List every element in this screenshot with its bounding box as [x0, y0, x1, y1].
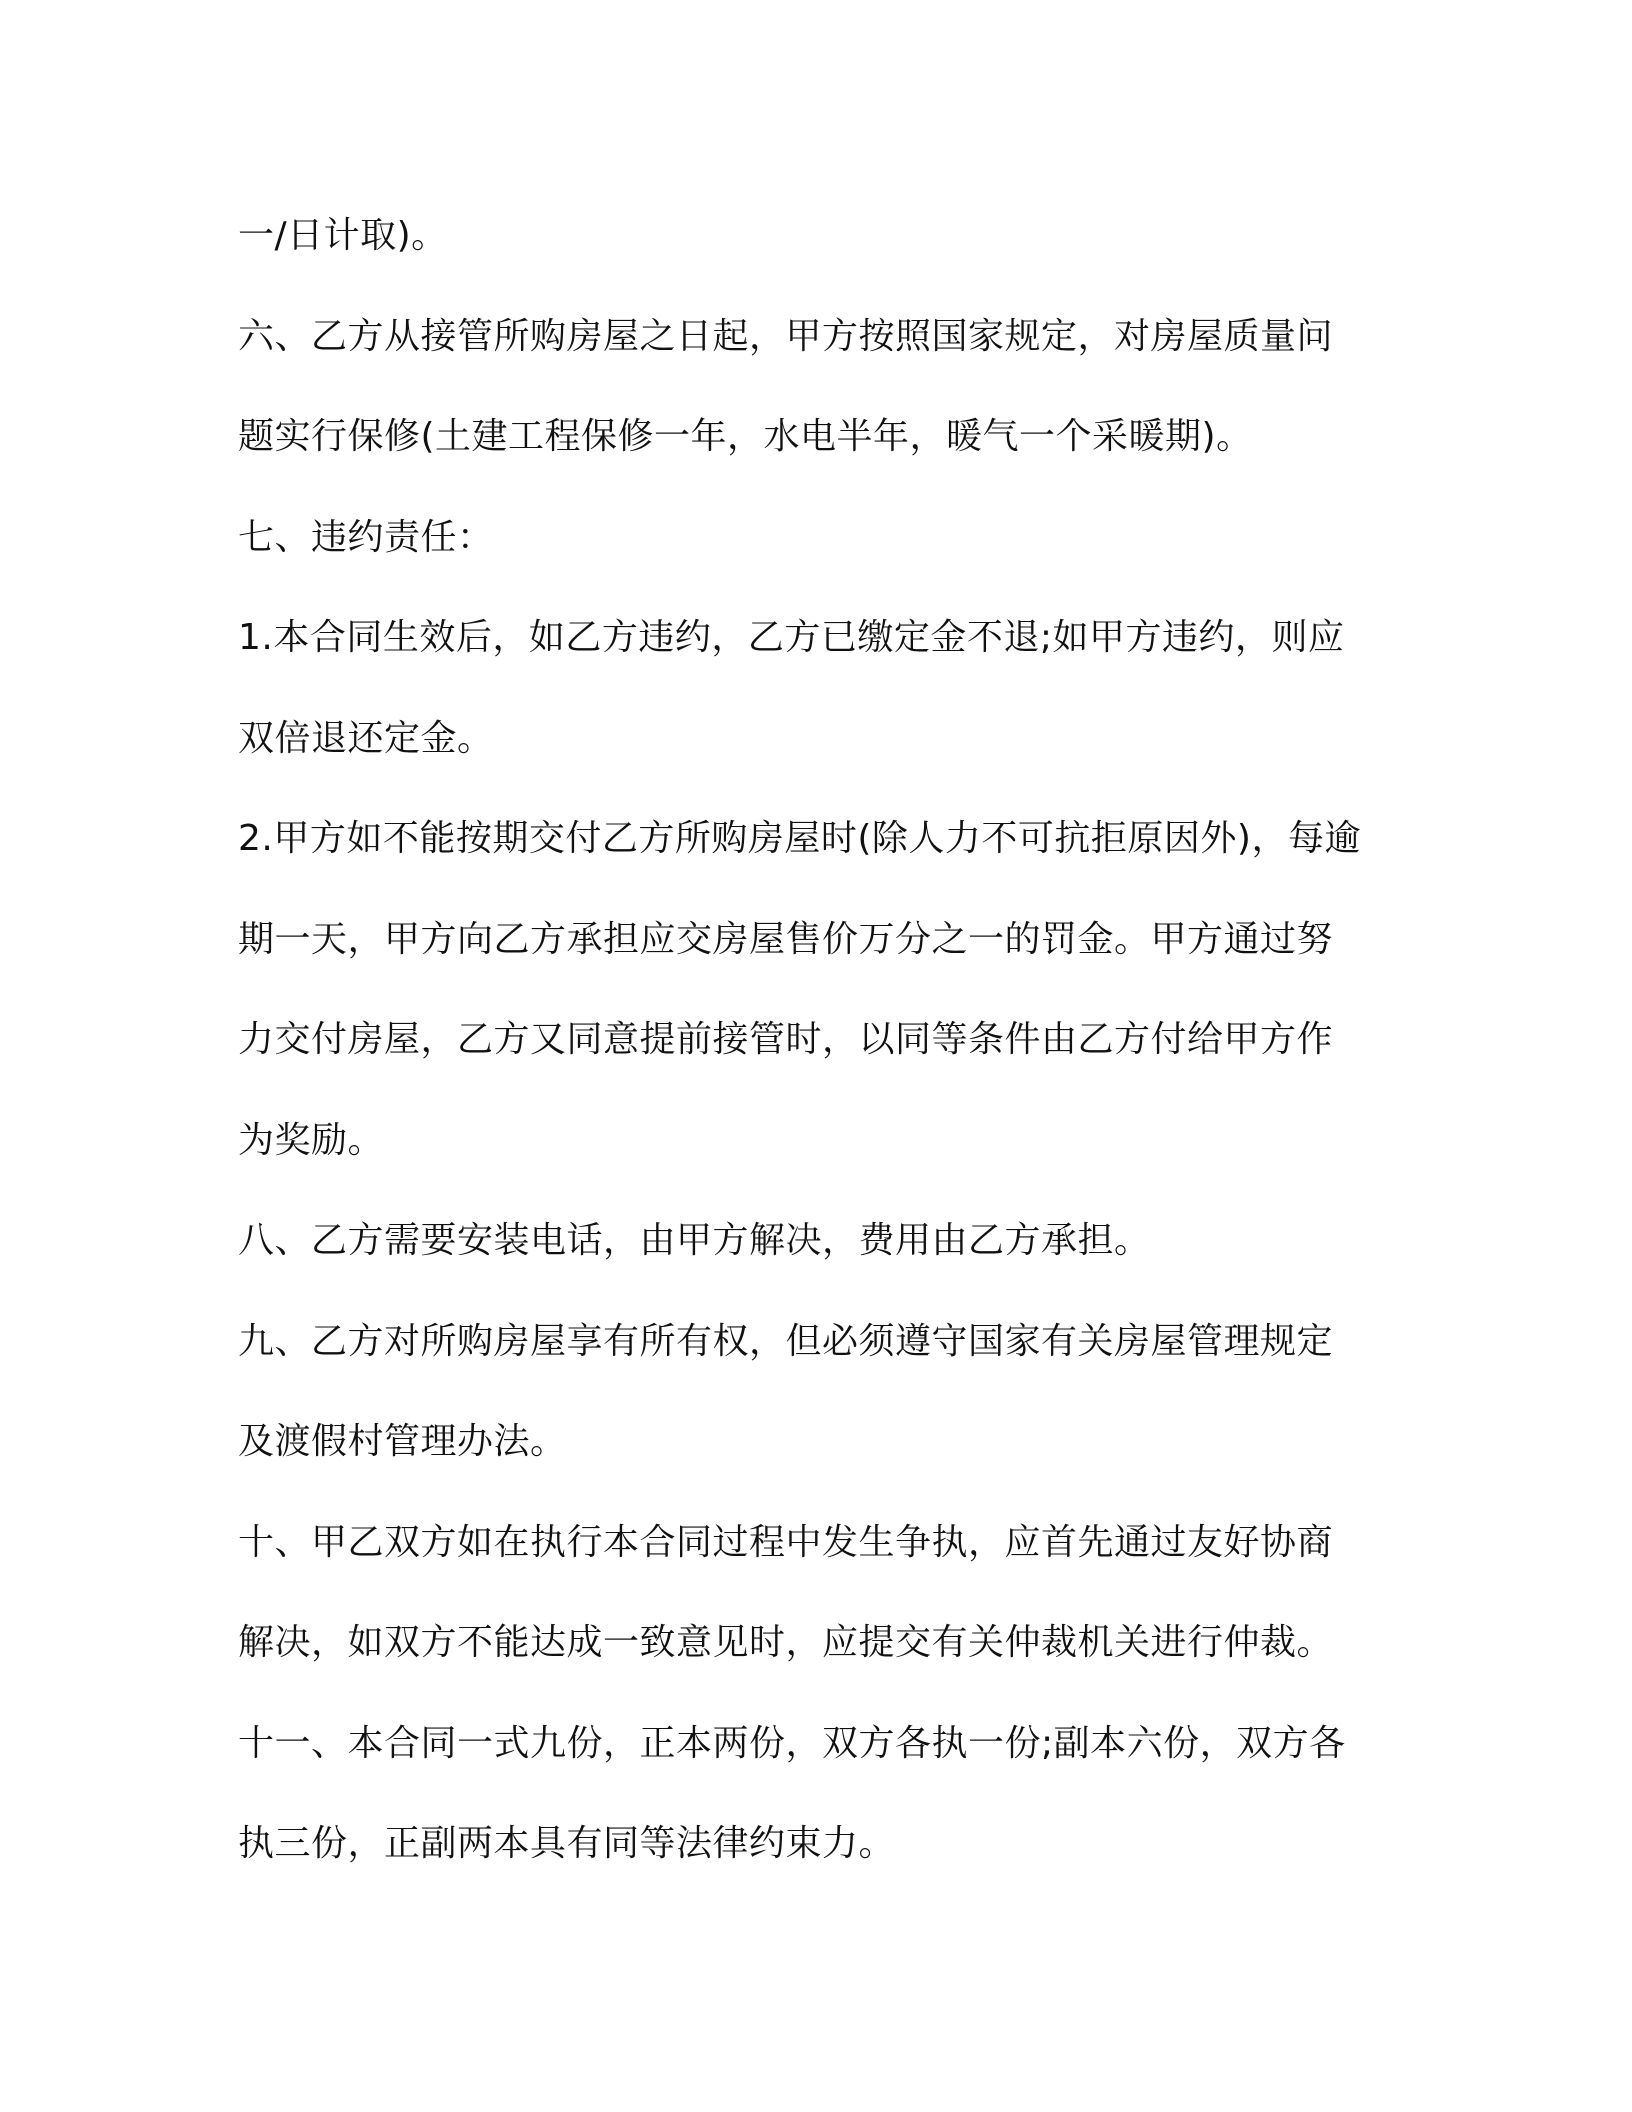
clause-7-2-line-3: 力交付房屋，乙方又同意提前接管时，以同等条件由乙方付给甲方作: [238, 1019, 1334, 1060]
clause-11-line-1: 十一、本合同一式九份，正本两份，双方各执一份;副本六份，双方各: [238, 1722, 1346, 1764]
clause-7-1-line-1: 1.本合同生效后，如乙方违约，乙方已缴定金不退;如甲方违约，则应: [238, 617, 1345, 658]
clause-6-line-2: 题实行保修(土建工程保修一年，水电半年，暖气一个采暖期)。: [238, 416, 1253, 457]
clause-10-line-1: 十、甲乙双方如在执行本合同过程中发生争执，应首先通过友好协商: [238, 1521, 1334, 1563]
clause-6-line-1: 六、乙方从接管所购房屋之日起，甲方按照国家规定，对房屋质量问: [238, 315, 1334, 357]
clause-8-line-1: 八、乙方需要安装电话，由甲方解决，费用由乙方承担。: [238, 1220, 1151, 1261]
clause-9-line-2: 及渡假村管理办法。: [238, 1421, 567, 1462]
clause-9-line-1: 九、乙方对所购房屋享有所有权，但必须遵守国家有关房屋管理规定: [238, 1320, 1334, 1362]
clause-11-line-2: 执三份，正副两本具有同等法律约束力。: [238, 1823, 896, 1864]
clause-7-2-line-1: 2.甲方如不能按期交付乙方所购房屋时(除人力不可抗拒原因外)，每逾: [238, 818, 1361, 859]
clause-7-heading: 七、违约责任：: [238, 516, 494, 558]
clause-7-1-line-2: 双倍退还定金。: [238, 717, 494, 759]
clause-7-2-line-2: 期一天，甲方向乙方承担应交房屋售价万分之一的罚金。甲方通过努: [238, 918, 1334, 960]
clause-7-2-line-4: 为奖励。: [238, 1119, 385, 1161]
text-line: 一/日计取)。: [238, 215, 448, 256]
document-body: [238, 186, 1398, 1895]
clause-10-line-2: 解决，如双方不能达成一致意见时，应提交有关仲裁机关进行仲裁。: [238, 1622, 1334, 1663]
